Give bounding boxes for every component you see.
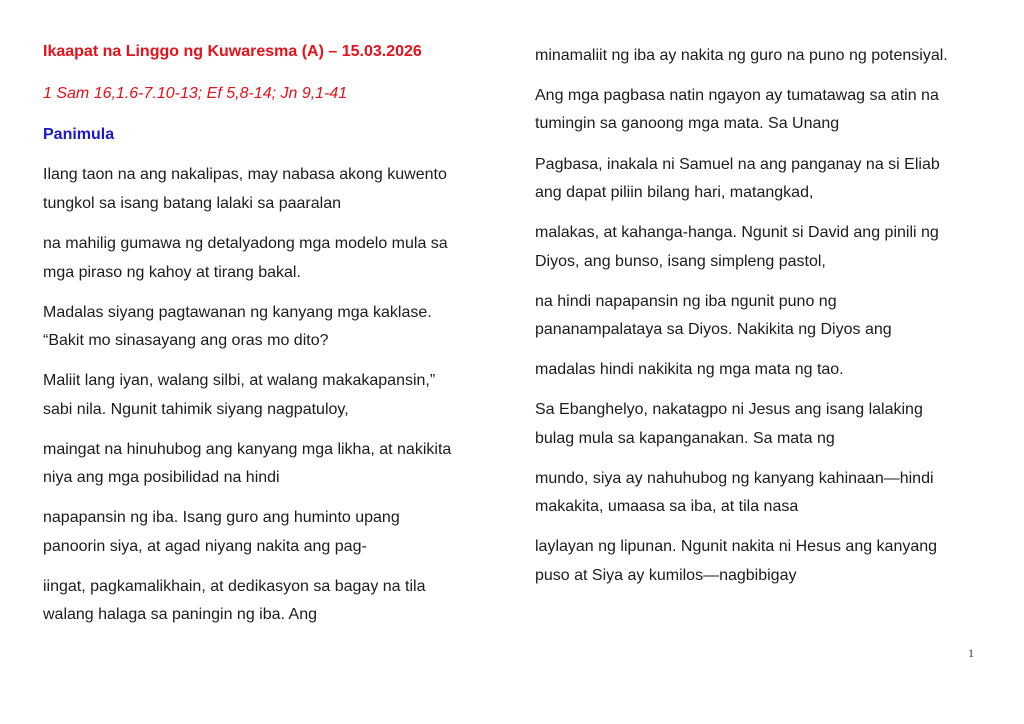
text-line: Maliit lang iyan, walang silbi, at walang makakapansin,” xyxy=(43,372,436,389)
text-line: niya ang mga posibilidad na hindi xyxy=(43,469,280,486)
text-line: tumingin sa ganoong mga mata. Sa Unang xyxy=(535,115,840,132)
text-line: mundo, siya ay nahuhubog ng kanyang kahinaan—hindi xyxy=(535,470,934,487)
text-line: Madalas siyang pagtawanan ng kanyang mga kaklase. xyxy=(43,304,432,321)
text-line: Ang mga pagbasa natin ngayon ay tumatawag sa atin na xyxy=(535,87,939,104)
text-line: makakita, umaasa sa iba, at tila nasa xyxy=(535,498,799,515)
text-line: mga piraso ng kahoy at tirang bakal. xyxy=(43,264,301,281)
text-line: walang halaga sa paningin ng iba. Ang xyxy=(43,606,317,623)
text-line: ang dapat piliin bilang hari, matangkad, xyxy=(535,184,814,201)
text-line: pananampalataya sa Diyos. Nakikita ng Diyos ang xyxy=(535,321,892,338)
section-heading: Panimula xyxy=(43,126,115,143)
text-line: “Bakit mo sinasayang ang oras mo dito? xyxy=(43,332,329,349)
text-line: bulag mula sa kapanganakan. Sa mata ng xyxy=(535,430,835,447)
text-line: minamaliit ng iba ay nakita ng guro na puno ng potensiyal. xyxy=(535,47,948,64)
scripture-references: 1 Sam 16,1.6-7.10-13; Ef 5,8-14; Jn 9,1-41 xyxy=(43,85,348,102)
text-line: iingat, pagkamalikhain, at dedikasyon sa bagay na tila xyxy=(43,578,426,595)
text-line: Sa Ebanghelyo, nakatagpo ni Jesus ang isang lalaking xyxy=(535,401,923,418)
text-line: laylayan ng lipunan. Ngunit nakita ni Hesus ang kanyang xyxy=(535,538,938,555)
page-number: 1 xyxy=(968,646,974,660)
document-title: Ikaapat na Linggo ng Kuwaresma (A) – 15.03.2026 xyxy=(43,43,422,60)
text-line: tungkol sa isang batang lalaki sa paaralan xyxy=(43,195,341,212)
text-line: Pagbasa, inakala ni Samuel na ang panganay na si Eliab xyxy=(535,156,940,173)
text-line: Diyos, ang bunso, isang simpleng pastol, xyxy=(535,253,826,270)
text-line: na mahilig gumawa ng detalyadong mga modelo mula sa xyxy=(43,235,448,252)
text-line: panoorin siya, at agad niyang nakita ang pag- xyxy=(43,538,367,555)
text-line: napapansin ng iba. Isang guro ang huminto upang xyxy=(43,509,400,526)
text-line: puso at Siya ay kumilos—nagbibigay xyxy=(535,567,797,584)
text-line: malakas, at kahanga-hanga. Ngunit si David ang pinili ng xyxy=(535,224,939,241)
text-line: maingat na hinuhubog ang kanyang mga likha, at nakikita xyxy=(43,441,452,458)
text-line: madalas hindi nakikita ng mga mata ng tao. xyxy=(535,361,844,378)
text-line: Ilang taon na ang nakalipas, may nabasa akong kuwento xyxy=(43,166,447,183)
text-line: na hindi napapansin ng iba ngunit puno ng xyxy=(535,293,837,310)
text-line: sabi nila. Ngunit tahimik siyang nagpatuloy, xyxy=(43,401,349,418)
